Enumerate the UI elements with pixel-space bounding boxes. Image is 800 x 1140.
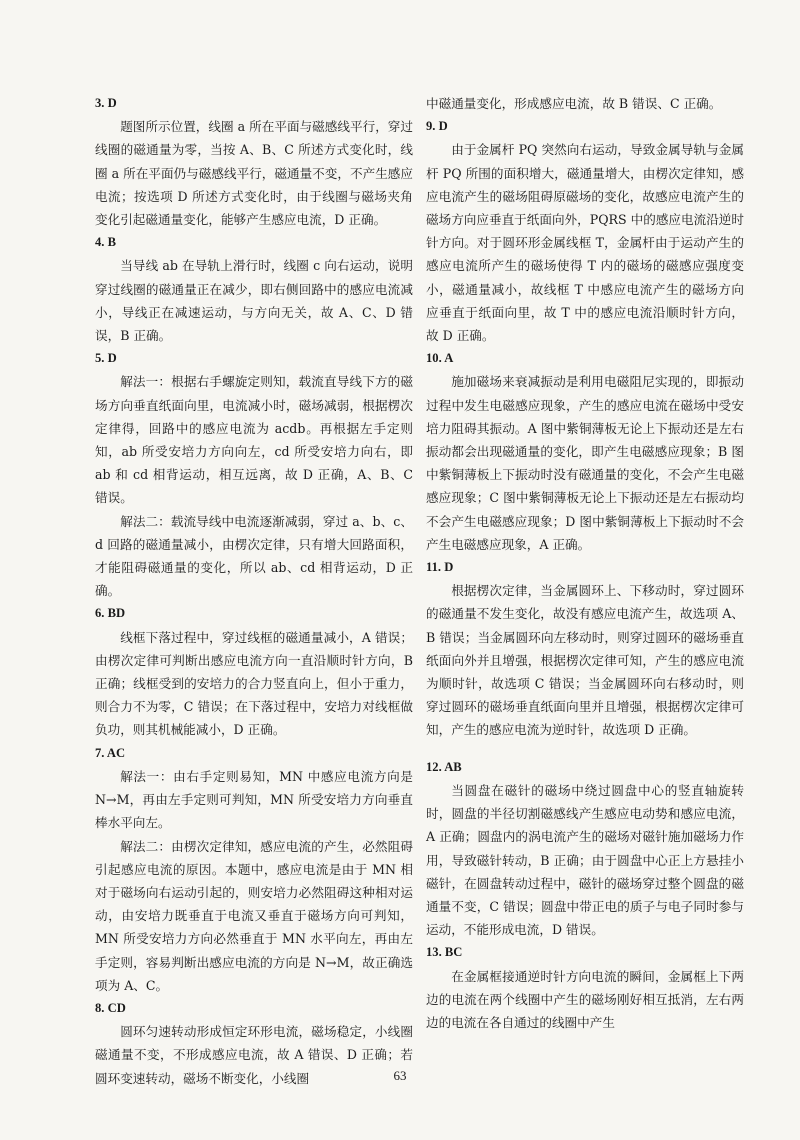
explanation: 中磁通量变化，形成感应电流，故 B 错误、C 正确。 xyxy=(426,96,722,111)
answer-number: 8. CD xyxy=(95,1000,126,1015)
answer-number: 11. D xyxy=(426,560,454,575)
left-column xyxy=(95,92,413,1090)
answer-number: 10. A xyxy=(426,351,454,366)
answer-number: 13. BC xyxy=(426,945,463,960)
answer-number: 3. D xyxy=(95,96,117,110)
explanation: 解法二：由楞次定律知，感应电流的产生，必然阻碍引起感应电流的原因。本题中，感应电流是由于 MN 相对于磁场向右运动引起的，则安培力必然阻碍这种相对运动，由安培力既垂直于电流又垂直于磁场方向可判知，MN 所受安培力方向必然垂直于 MN 水平向左，再由左手定则，容易判断出感应电流的方向是 N→M，故正确选项为 A、C。 xyxy=(95,838,413,993)
explanation: 根据楞次定律，当金属圆环上、下移动时，穿过圆环的磁通量不发生变化，故没有感应电流产生，故选项 A、B 错误；当金属圆环向左移动时，则穿过圆环的磁场垂直纸面向外并且增强，根据楞次定律可知，产生的感应电流为顺时针，故选项 C 错误；当金属圆环向右移动时，则穿过圆环的磁场垂直纸面向里并且增强，根据楞次定律可知，产生的感应电流为逆时针，故选项 D 正确。 xyxy=(426,583,744,738)
explanation: 当圆盘在磁针的磁场中绕过圆盘中心的竖直轴旋转时，圆盘的半径切割磁感线产生感应电动势和感应电流，A 正确；圆盘内的涡电流产生的磁场对磁针施加磁场力作用，导致磁针转动，B 正确；由于圆盘中心正上方悬挂小磁针，在圆盘转动过程中，磁针的磁场穿过整个圆盘的磁通量不变，C 错误；圆盘中带正电的质子与电子同时参与运动，不能形成电流，D 错误。 xyxy=(426,782,744,938)
explanation: 施加磁场来衰减振动是利用电磁阻尼实现的，即振动过程中发生电磁感应现象，产生的感应电流在磁场中受安培力阻碍其振动。A 图中紫铜薄板无论上下振动还是左右振动都会出现磁通量的变化，即产生电磁感应现象；B 图中紫铜薄板上下振动时没有磁通量的变化，不会产生电磁感应现象；C 图中紫铜薄板无论上下振动还是左右振动均不会产生电磁感应现象；D 图中紫铜薄板上下振动时不会产生电磁感应现象，A 正确。 xyxy=(426,374,744,552)
right-column xyxy=(426,92,744,1034)
explanation: 当导线 ab 在导轨上滑行时，线圈 c 向右运动，说明穿过线圈的磁通量正在减少，即右侧回路中的感应电流减小，导线正在减速运动，与方向无关，故 A、C、D 错误，B 正确。 xyxy=(95,258,413,344)
explanation: 线框下落过程中，穿过线框的磁通量减小，A 错误；由楞次定律可判断出感应电流方向一直沿顺时针方向，B 正确；线框受到的安培力的合力竖直向上，但小于重力，则合力不为零，C 错误；在下落过程中，安培力对线框做负功，则其机械能减小，D 正确。 xyxy=(95,629,413,738)
answer-number: 12. AB xyxy=(426,759,462,774)
explanation: 在金属框接通逆时针方向电流的瞬间，金属框上下两边的电流在两个线圈中产生的磁场刚好相互抵消，左右两边的电流在各自通过的线圈中产生 xyxy=(426,968,744,1030)
answer-number: 4. B xyxy=(95,235,116,250)
page-number: 63 xyxy=(393,1068,407,1083)
explanation: 圆环匀速转动形成恒定环形电流，磁场稳定，小线圈磁通量不变，不形成感应电流，故 A 错误、D 正确；若圆环变速转动，磁场不断变化，小线圈 xyxy=(95,1024,413,1086)
answer-number: 6. BD xyxy=(95,606,126,621)
explanation: 解法一：根据右手螺旋定则知，载流直导线下方的磁场方向垂直纸面向里，电流减小时，磁场减弱，根据楞次定律得，回路中的感应电流为 acdb。再根据左手定则知，ab 所受安培力方向向左，cd 所受安培力向右，即 ab 和 cd 相背运动，相互远离，故 D 正确，A、B、C 错误。 xyxy=(95,374,413,506)
explanation: 由于金属杆 PQ 突然向右运动，导致金属导轨与金属杆 PQ 所围的面积增大，磁通量增大，由楞次定律知，感应电流产生的磁场阻碍原磁场的变化，故感应电流产生的磁场方向应垂直于纸面向外，PQRS 中的感应电流沿逆时针方向。对于圆环形金属线框 T，金属杆由于运动产生的感应电流所产生的磁场使得 T 内的磁场的磁感应强度变小，磁通量减小，故线框 T 中感应电流产生的磁场方向应垂直于纸面向里，故 T 中的感应电流沿顺时针方向，故 D 正确。 xyxy=(426,142,744,344)
answer-number: 9. D xyxy=(426,119,448,134)
spacer xyxy=(426,742,744,756)
explanation: 解法二：载流导线中电流逐渐减弱，穿过 a、b、c、d 回路的磁通量减小，由楞次定律，只有增大回路面积，才能阻碍磁通量的变化，所以 ab、cd 相背运动，D 正确。 xyxy=(95,513,413,599)
explanation: 题图所示位置，线圈 a 所在平面与磁感线平行，穿过线圈的磁通量为零，当按 A、B、C 所述方式变化时，线圈 a 所在平面仍与磁感线平行，磁通量不变，不产生感应电流；按选项 D 所述方式变化时，由于线圈与磁场夹角变化引起磁通量变化，能够产生感应电流，D 正确。 xyxy=(95,119,413,228)
answer-number: 5. D xyxy=(95,351,117,366)
explanation: 解法一：由右手定则易知，MN 中感应电流方向是 N→M，再由左手定则可判知，MN 所受安培力方向垂直棒水平向左。 xyxy=(95,768,413,831)
answer-number: 7. AC xyxy=(95,745,126,760)
